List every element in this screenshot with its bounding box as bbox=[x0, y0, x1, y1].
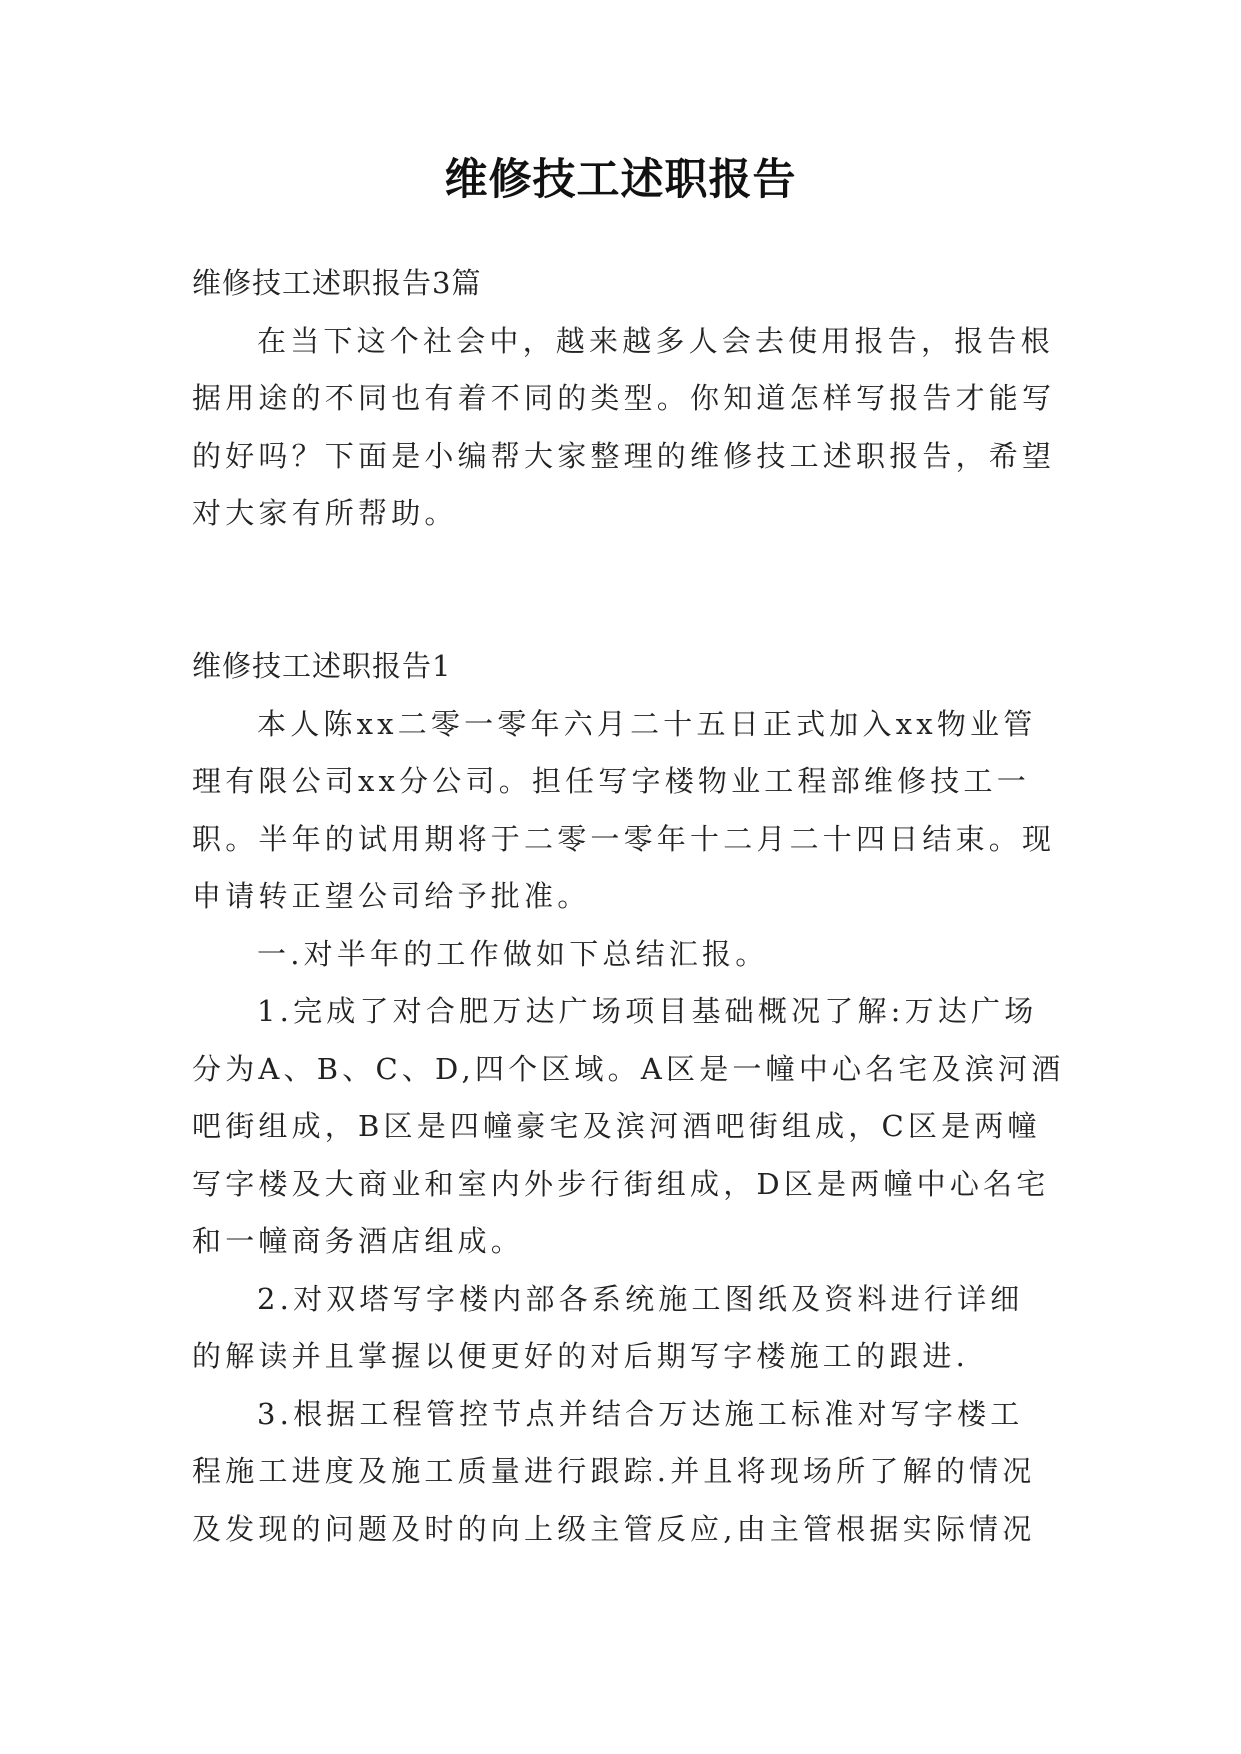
section-1-line-12: 的解读并且掌握以便更好的对后期写字楼施工的跟进. bbox=[192, 1339, 970, 1373]
section-1-line-13: 3.根据工程管控节点并结合万达施工标准对写字楼工 bbox=[257, 1396, 1024, 1431]
intro-line-3: 的好吗？下面是小编帮大家整理的维修技工述职报告，希望 bbox=[192, 438, 1056, 473]
section-1-line-9: 写字楼及大商业和室内外步行街组成，D区是两幢中心名宅 bbox=[192, 1166, 1050, 1201]
section-1-line-7: 分为A、B、C、D,四个区域。A区是一幢中心名宅及滨河酒 bbox=[192, 1051, 1065, 1086]
section-1-line-3: 职。半年的试用期将于二零一零年十二月二十四日结束。现 bbox=[192, 821, 1056, 856]
section-1-line-11: 2.对双塔写字楼内部各系统施工图纸及资料进行详细 bbox=[257, 1281, 1024, 1316]
section-1-line-5: 一.对半年的工作做如下总结汇报。 bbox=[257, 936, 769, 971]
intro-line-2: 据用途的不同也有着不同的类型。你知道怎样写报告才能写 bbox=[192, 381, 1056, 415]
section-1-block bbox=[192, 638, 1065, 1558]
section-1-line-14: 程施工进度及施工质量进行跟踪.并且将现场所了解的情况 bbox=[192, 1454, 1036, 1488]
section-1-line-6: 1.完成了对合肥万达广场项目基础概况了解:万达广场 bbox=[257, 994, 1038, 1028]
document-title: 维修技工述职报告 bbox=[444, 155, 797, 205]
document-subtitle: 维修技工述职报告3篇 bbox=[192, 266, 482, 300]
section-1-line-2: 理有限公司xx分公司。担任写字楼物业工程部维修技工一 bbox=[192, 764, 1030, 798]
section-1-line-4: 申请转正望公司给予批准。 bbox=[192, 879, 591, 913]
section-1-line-8: 吧街组成，B区是四幢豪宅及滨河酒吧街组成，C区是两幢 bbox=[192, 1109, 1041, 1143]
section-1-line-1: 本人陈xx二零一零年六月二十五日正式加入xx物业管 bbox=[257, 706, 1037, 741]
intro-line-1: 在当下这个社会中，越来越多人会去使用报告，报告根 bbox=[257, 323, 1054, 358]
section-1-line-10: 和一幢商务酒店组成。 bbox=[192, 1224, 525, 1258]
intro-line-4: 对大家有所帮助。 bbox=[192, 496, 458, 530]
intro-block bbox=[192, 255, 1056, 543]
section-1-heading: 维修技工述职报告1 bbox=[192, 649, 452, 683]
section-1-line-15: 及发现的问题及时的向上级主管反应,由主管根据实际情况 bbox=[192, 1511, 1036, 1546]
